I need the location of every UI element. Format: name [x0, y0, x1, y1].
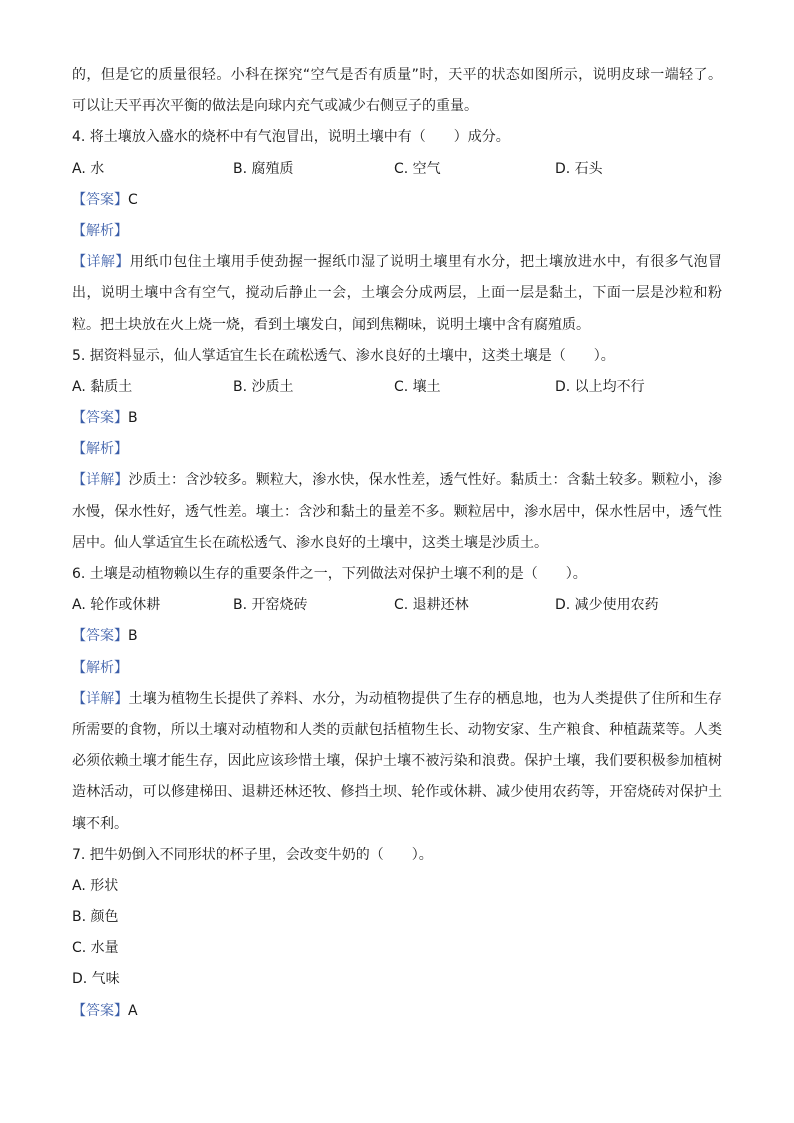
option-d: D. 减少使用农药	[555, 597, 659, 614]
option-a: A. 水	[72, 160, 105, 177]
question-5-answer	[72, 403, 722, 434]
detail-text: 用纸巾包住土壤用手使劲握一握纸巾湿了说明土壤里有水分，把土壤放进水中，有很多气泡冒	[129, 254, 722, 271]
question-5-options	[72, 372, 722, 403]
option-b: B. 腐殖质	[233, 160, 294, 177]
question-4-detail-line-3: 粒。把土块放在火上烧一烧，看到土壤发白，闻到焦糊味，说明土壤中含有腐殖质。	[72, 316, 590, 333]
question-7-option-d: D. 气味	[72, 971, 120, 988]
option-c: C. 退耕还林	[394, 597, 469, 614]
question-6-detail-line-5: 壤不利。	[72, 815, 128, 832]
option-a: A. 黏质土	[72, 378, 133, 395]
question-5-detail-line-3: 居中。仙人掌适宜生长在疏松透气、渗水良好的土壤中，这类土壤是沙质土。	[72, 534, 548, 551]
detail-tag: 【详解】	[72, 254, 130, 271]
document-page	[72, 60, 722, 1027]
question-4-text: 4. 将土壤放入盛水的烧杯中有气泡冒出，说明土壤中有（ ）成分。	[72, 129, 510, 146]
answer-value: C	[128, 191, 138, 208]
answer-tag: 【答案】	[72, 191, 128, 208]
detail-text: 沙质土：含沙较多。颗粒大，渗水快，保水性差，透气性好。黏质土：含黏土较多。颗粒小，渗	[128, 472, 722, 489]
answer-tag: 【答案】	[72, 628, 128, 645]
detail-text: 土壤为植物生长提供了养料、水分，为动植物提供了生存的栖息地，也为人类提供了住所和生存	[128, 690, 722, 707]
option-d: D. 以上均不行	[555, 378, 645, 395]
detail-tag: 【详解】	[72, 472, 129, 489]
option-c: C. 空气	[394, 160, 441, 177]
question-7-text: 7. 把牛奶倒入不同形状的杯子里，会改变牛奶的（ ）。	[72, 846, 433, 863]
answer-value: B	[128, 628, 138, 645]
question-4-options	[72, 154, 722, 185]
question-5-detail-line-1	[72, 465, 722, 496]
question-7-option-b: B. 颜色	[72, 909, 119, 926]
question-6-analysis	[72, 653, 722, 684]
option-d: D. 石头	[555, 160, 603, 177]
option-a: A. 轮作或休耕	[72, 597, 161, 614]
answer-tag: 【答案】	[72, 1002, 128, 1019]
question-6-text: 6. 土壤是动植物赖以生存的重要条件之一，下列做法对保护土壤不利的是（ ）。	[72, 566, 587, 582]
question-6-detail-line-3: 必须依赖土壤才能生存，因此应该珍惜土壤，保护土壤不被污染和浪费。保护土壤，我们要积极参加植树	[72, 753, 722, 770]
analysis-tag: 【解析】	[72, 441, 128, 458]
analysis-tag: 【解析】	[72, 222, 128, 239]
question-4-detail-line-2: 出，说明土壤中含有空气，搅动后静止一会，土壤会分成两层，上面一层是黏土，下面一层是沙粒和粉	[72, 285, 722, 302]
question-7-option-c: C. 水量	[72, 940, 119, 957]
detail-tag: 【详解】	[72, 690, 129, 707]
analysis-tag: 【解析】	[72, 659, 128, 676]
question-6-detail-line-1	[72, 684, 722, 715]
option-c: C. 壤土	[394, 378, 441, 395]
question-7-answer	[72, 996, 722, 1027]
question-4-detail-line-1	[72, 247, 722, 278]
question-6-answer	[72, 621, 722, 652]
question-6-options	[72, 590, 722, 621]
question-6-detail-line-4: 造林活动，可以修建梯田、退耕还林还牧、修挡土坝、轮作或休耕、减少使用农药等，开窑烧砖对保护土	[72, 784, 722, 801]
question-4-answer	[72, 185, 722, 216]
intro-line-1: 的，但是它的质量很轻。小科在探究“空气是否有质量”时，天平的状态如图所示，说明皮球一端轻了。	[72, 67, 722, 83]
option-b: B. 开窑烧砖	[233, 597, 308, 614]
question-5-text: 5. 据资料显示，仙人掌适宜生长在疏松透气、渗水良好的土壤中，这类土壤是（ ）。	[72, 347, 615, 364]
intro-line-2: 可以让天平再次平衡的做法是向球内充气或减少右侧豆子的重量。	[72, 98, 478, 115]
question-6-detail-line-2: 所需要的食物，所以土壤对动植物和人类的贡献包括植物生长、动物安家、生产粮食、种植蔬菜等。人类	[72, 721, 722, 738]
answer-tag: 【答案】	[72, 410, 128, 427]
question-7-option-a: A. 形状	[72, 877, 119, 894]
question-4-analysis	[72, 216, 722, 247]
question-5-analysis	[72, 434, 722, 465]
answer-value: B	[128, 410, 138, 427]
question-5-detail-line-2: 水慢，保水性好，透气性差。壤土：含沙和黏土的量差不多。颗粒居中，渗水居中，保水性居中，透气性	[72, 503, 722, 520]
answer-value: A	[128, 1002, 138, 1019]
option-b: B. 沙质土	[233, 378, 294, 395]
